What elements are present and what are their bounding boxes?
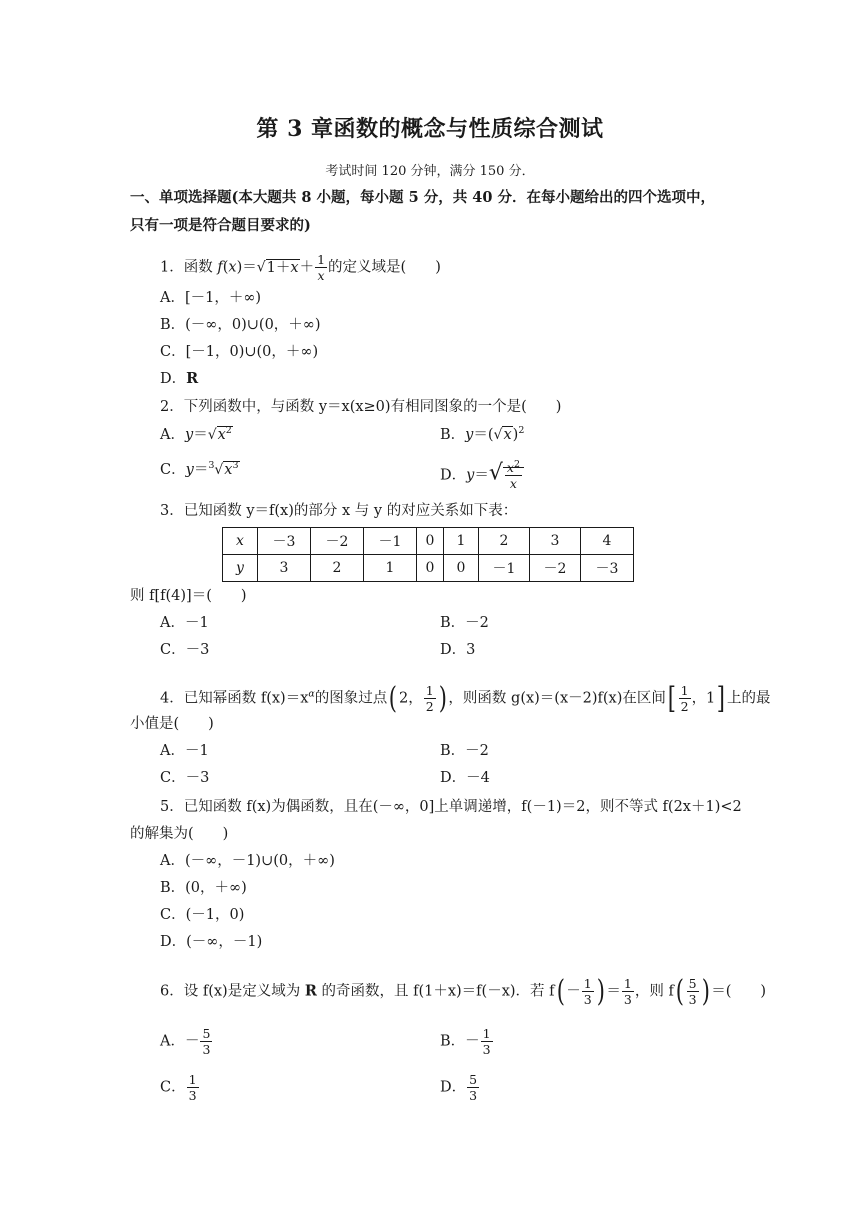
table-cell: 1	[364, 555, 417, 582]
question-4-option-b: B．－2	[440, 743, 489, 759]
table-cell: 2	[479, 528, 530, 555]
question-1-stem: 1．函数 f(x)＝√1＋x＋ $\frac{1}{x}$ 的定义域是( )	[160, 252, 441, 283]
question-6-option-b: B．－ $\frac{1}{3}$	[440, 1026, 491, 1057]
question-5-option-c: C．(－1，0)	[160, 907, 245, 923]
question-1-option-d: D．R	[160, 370, 199, 387]
table-cell: －2	[530, 555, 581, 582]
question-6-option-a: A．－ $\frac{5}{3}$	[160, 1026, 211, 1057]
question-5-option-b: B．(0，＋∞)	[160, 880, 247, 896]
section-heading-line1: 一、单项选择题(本大题共 8 小题，每小题 5 分，共 40 分．在每小题给出的四个选项中，	[130, 189, 716, 206]
table-header-y: y	[223, 555, 258, 582]
page-title: 第 3 章函数的概念与性质综合测试	[256, 116, 604, 142]
question-3-option-d: D．3	[440, 642, 476, 658]
table-cell: 0	[417, 555, 444, 582]
question-4-option-c: C．－3	[160, 770, 210, 786]
question-6-stem: 6．设 f(x)是定义域为 R 的奇函数，且 f(1＋x)＝f(－x)．若 f( － $\frac{1}{3}$ ) ＝ $\frac{1}{3}$ ，则 f( $\frac{5}{3}$ ) ＝( )	[160, 973, 767, 1009]
fraction-1-over-x: $\frac{1}{x}$	[317, 252, 326, 283]
question-4-stem-line2: 小值是( )	[130, 716, 214, 732]
question-4-stem: 4．已知幂函数 $f(x)=x^\alpha$的图象过点( 2， $\frac{1}{2}$ ) ，则函数 g(x)＝(x－2)f(x)在区间[ $\frac{1}{2}$ ，1] 上的最	[160, 680, 771, 716]
table-cell: －1	[364, 528, 417, 555]
question-3-ask: 则 f[f(4)]＝( )	[130, 588, 247, 604]
table-row-y	[223, 555, 634, 582]
table-cell: 0	[444, 555, 479, 582]
question-3-option-b: B．－2	[440, 615, 489, 631]
question-5-option-a: A．(－∞，－1)∪(0，＋∞)	[160, 853, 335, 869]
table-header-x: x	[223, 528, 258, 555]
table-cell: 1	[444, 528, 479, 555]
table-row-x	[223, 528, 634, 555]
table-cell: －3	[581, 555, 634, 582]
table-cell: 4	[581, 528, 634, 555]
question-3-stem: 3．已知函数 y＝f(x)的部分 x 与 y 的对应关系如下表：	[160, 503, 518, 519]
table-cell: 0	[417, 528, 444, 555]
table-cell: 2	[311, 555, 364, 582]
table-cell: －1	[479, 555, 530, 582]
table-cell: －3	[258, 528, 311, 555]
question-2-stem: 2．下列函数中，与函数 y＝x(x≥0)有相同图象的一个是( )	[160, 399, 562, 415]
question-2-option-a: A．$y=√x^2$	[160, 425, 232, 443]
question-5-stem-line2: 的解集为( )	[130, 826, 229, 842]
question-2-option-b: B．$y=(√x)^2$	[440, 425, 525, 443]
section-heading-line2: 只有一项是符合题目要求的)	[130, 217, 311, 234]
question-3-option-a: A．－1	[160, 615, 209, 631]
question-6-option-c: C． $\frac{1}{3}$	[160, 1072, 197, 1103]
question-1-option-a: A．[－1，＋∞)	[160, 290, 262, 306]
question-2-option-c: C．$y=^3√x^3$	[160, 460, 239, 478]
question-4-option-a: A．－1	[160, 743, 209, 759]
question-6-option-d: D． $\frac{5}{3}$	[440, 1072, 478, 1103]
question-1-option-b: B．(－∞，0)∪(0，＋∞)	[160, 317, 321, 333]
table-cell: 3	[258, 555, 311, 582]
question-5-option-d: D．(－∞，－1)	[160, 934, 263, 950]
question-1-option-c: C．[－1，0)∪(0，＋∞)	[160, 344, 319, 360]
exam-info: 考试时间 120 分钟，满分 150 分．	[325, 164, 535, 179]
question-3-option-c: C．－3	[160, 642, 210, 658]
question-4-option-d: D．－4	[440, 770, 490, 786]
question-5-stem: 5．已知函数 f(x)为偶函数，且在(－∞，0]上单调递增，f(－1)＝2，则不等式 f(2x＋1)<2	[160, 799, 742, 815]
table-cell: 3	[530, 528, 581, 555]
table-cell: －2	[311, 528, 364, 555]
question-2-option-d: D．y＝√ $\frac{x^2}{x}$	[440, 460, 524, 491]
function-value-table	[222, 527, 634, 582]
